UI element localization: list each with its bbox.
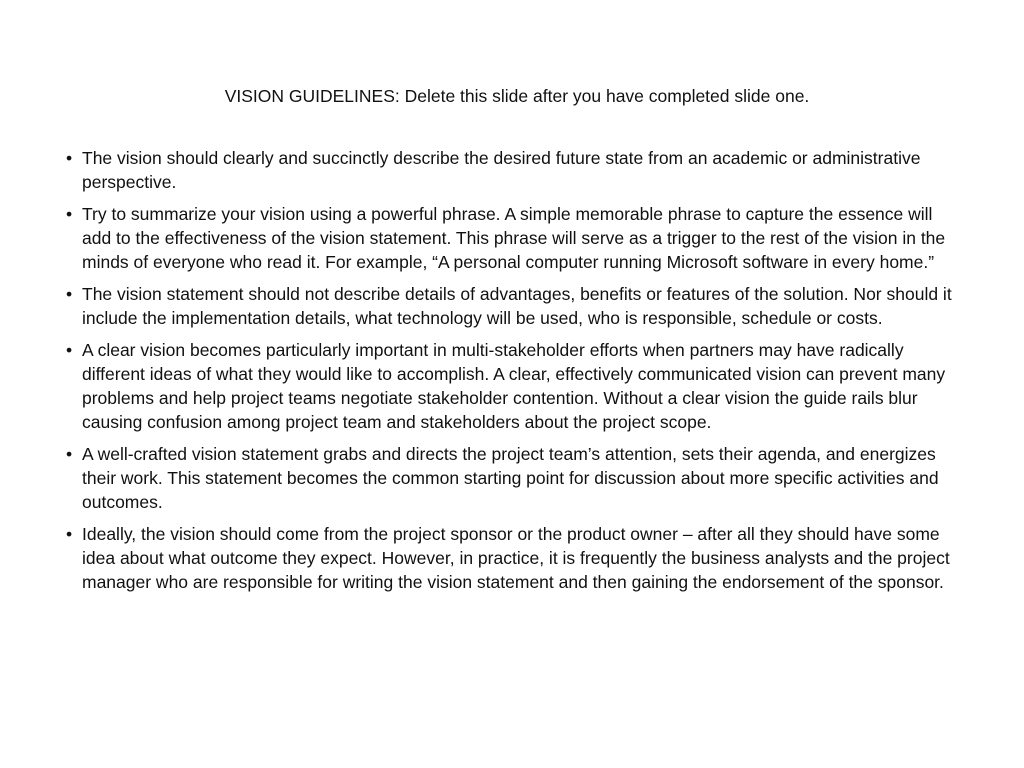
bullet-item-multi-stakeholder: [62, 338, 962, 434]
slide-title: VISION GUIDELINES: Delete this slide after you have completed slide one.: [224, 86, 810, 106]
bullet-text: The vision statement should not describe details of advantages, benefits or features of the solution. Nor should it include the implementation details, what technology will be used, who is responsible, schedule or costs.: [82, 284, 952, 328]
bullet-icon: •: [66, 524, 73, 544]
bullet-item-well-crafted: [62, 442, 962, 514]
bullet-text: Try to summarize your vision using a powerful phrase. A simple memorable phrase to capture the essence will add to the effectiveness of the vision statement. This phrase will serve as a trigger to the rest of the vision in the minds of everyone who read it. For example, “A personal computer running Microsoft software in every home.”: [82, 204, 946, 272]
bullet-text: Ideally, the vision should come from the project sponsor or the product owner – after all they should have some idea about what outcome they expect. However, in practice, it is frequently the business analysts and the project manager who are responsible for writing the vision statement and then gaining the endorsement of the sponsor.: [82, 524, 950, 592]
bullet-icon: •: [66, 204, 73, 224]
bullet-icon: •: [66, 148, 73, 168]
bullet-text: A well-crafted vision statement grabs and directs the project team’s attention, sets their agenda, and energizes their work. This statement becomes the common starting point for discussion about more specific activities and outcomes.: [82, 444, 939, 512]
bullet-item-sponsor: [62, 522, 962, 594]
bullet-text: The vision should clearly and succinctly describe the desired future state from an academic or administrative perspective.: [82, 148, 921, 192]
bullet-text: A clear vision becomes particularly important in multi-stakeholder efforts when partners may have radically different ideas of what they would like to accomplish. A clear, effectively communicated vision can prevent many problems and help project teams negotiate stakeholder contention. Without a clear vision the guide rails blur causing confusion among project team and stakeholders about the project scope.: [82, 340, 946, 432]
bullet-item-powerful-phrase: [62, 202, 962, 274]
bullet-list: [62, 146, 962, 602]
bullet-item-no-details: [62, 282, 962, 330]
bullet-icon: •: [66, 340, 73, 360]
bullet-icon: •: [66, 444, 73, 464]
bullet-icon: •: [66, 284, 73, 304]
bullet-item-vision-definition: [62, 146, 962, 194]
